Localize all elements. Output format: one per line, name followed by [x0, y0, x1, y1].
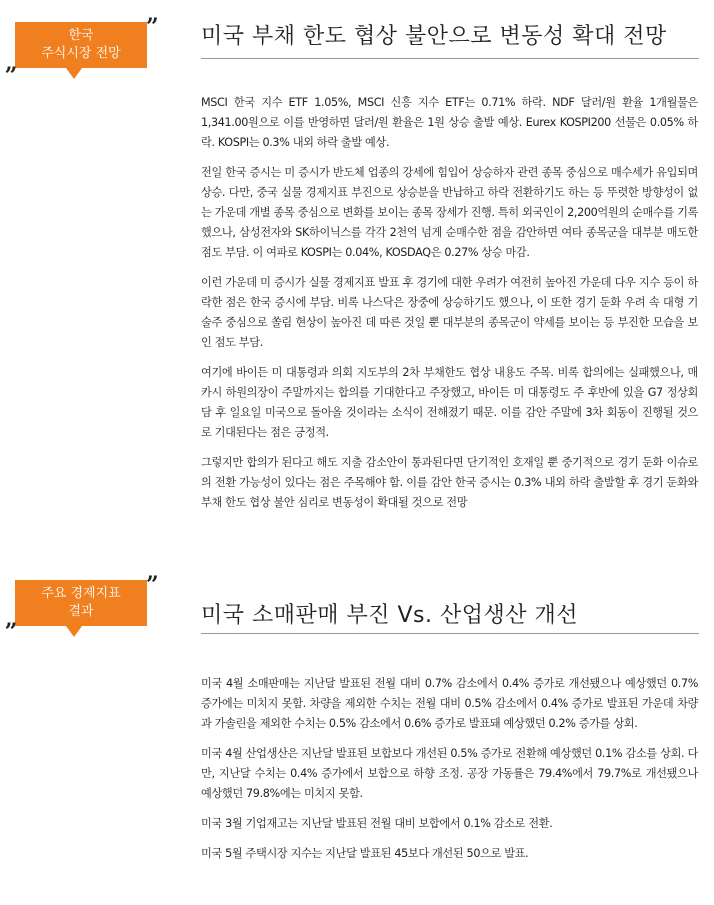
badge-line-2: 결과 — [68, 604, 94, 619]
close-quote-mark: ” — [146, 14, 159, 40]
title-divider — [201, 633, 699, 634]
paragraph: 이런 가운데 미 증시가 실물 경제지표 발표 후 경기에 대한 우려가 여전히 높아진 가운데 다우 지수 등이 하락한 점은 한국 증시에 부담. 비록 나스닥은 장중에 상승하기도 했으나, 이 또한 경기 둔화 우려 속 대형 기술주 중심으로 쏠림 현상이 높아진 데 따른 것일 뿐 대부분의 종목군이 약세를 보이는 등 부진한 모습을 보인 점도 부담. — [201, 276, 698, 349]
open-quote-mark: „ — [5, 50, 18, 76]
section-badge — [15, 580, 147, 626]
section-title: 미국 부채 한도 협상 불안으로 변동성 확대 전망 — [201, 24, 667, 49]
paragraph: 미국 4월 소매판매는 지난달 발표된 전월 대비 0.7% 감소에서 0.4% 증가로 개선됐으나 예상했던 0.7% 증가에는 미치지 못함. 차량을 제외한 수치는 전월 대비 0.5% 감소에서 0.4% 증가로 발표된 가운데 차량과 가솔린을 제외한 수치는 0.5% 감소에서 0.6% 증가로 발표돼 예상했던 0.2% 증가를 상회. — [201, 677, 698, 730]
paragraph: MSCI 한국 지수 ETF 1.05%, MSCI 신흥 지수 ETF는 0.71% 하락. NDF 달러/원 환율 1개월물은 1,341.00원으로 이를 반영하면 달러/원 환율은 1원 상승 출발 예상. Eurex KOSPI200 선물은 0.05% 하락. KOSPI는 0.3% 내외 하락 출발 예상. — [201, 96, 698, 149]
paragraph: 미국 5월 주택시장 지수는 지난달 발표된 45보다 개선된 50으로 발표. — [201, 847, 529, 860]
paragraph: 여기에 바이든 미 대통령과 의회 지도부의 2차 부채한도 협상 내용도 주목. 비록 합의에는 실패했으나, 매카시 하원의장이 주말까지는 합의를 기대한다고 주장했고, 바이든 미 대통령도 주 후반에 있을 G7 정상회담 후 일요일 미국으로 돌아올 것이라는 소식이 전해졌기 때문. 이를 감안 주말에 3차 회동이 진행될 것으로 기대된다는 점은 긍정적. — [201, 366, 698, 439]
open-quote-mark: „ — [5, 606, 18, 632]
badge-line-1: 주요 경제지표 — [41, 586, 121, 601]
section-title: 미국 소매판매 부진 Vs. 산업생산 개선 — [201, 603, 578, 628]
title-divider — [201, 58, 699, 59]
section-badge — [15, 22, 147, 68]
close-quote-mark: ” — [146, 572, 159, 598]
badge-pointer — [66, 626, 82, 637]
badge-pointer — [66, 68, 82, 79]
paragraph: 미국 3월 기업재고는 지난달 발표된 전월 대비 보합에서 0.1% 감소로 전환. — [201, 817, 553, 830]
paragraph: 전일 한국 증시는 미 증시가 반도체 업종의 강세에 힘입어 상승하자 관련 종목 중심으로 매수세가 유입되며 상승. 다만, 중국 실물 경제지표 부진으로 상승분을 반납하고 하락 전환하기도 하는 등 뚜렷한 방향성이 없는 가운데 개별 종목 중심으로 변화를 보이는 종목 장세가 진행. 특히 외국인이 2,200억원의 순매수를 기록했으나, 삼성전자와 SK하이닉스를 각각 2천억 넘게 순매수한 점을 감안하면 여타 종목군을 대부분 매도한 점도 부담. 이 여파로 KOSPI는 0.04%, KOSDAQ은 0.27% 상승 마감. — [201, 166, 698, 259]
section-body — [201, 93, 698, 523]
paragraph: 그렇지만 합의가 된다고 해도 지출 감소안이 통과된다면 단기적인 호재일 뿐 중기적으로 경기 둔화 이슈로의 전환 가능성이 있다는 점은 주목해야 함. 이를 감안 한국 증시는 0.3% 내외 하락 출발할 후 경기 둔화와 부채 한도 협상 불안 심리로 변동성이 확대될 것으로 전망 — [201, 456, 698, 509]
section-body — [201, 674, 698, 874]
paragraph: 미국 4월 산업생산은 지난달 발표된 보합보다 개선된 0.5% 증가로 전환해 예상했던 0.1% 감소를 상회. 다만, 지난달 수치는 0.4% 증가에서 보합으로 하향 조정. 공장 가동률은 79.4%에서 79.7%로 개선됐으나 예상했던 79.8%에는 미치지 못함. — [201, 747, 698, 800]
badge-line-1: 한국 — [68, 28, 94, 43]
badge-line-2: 주식시장 전망 — [41, 46, 121, 61]
